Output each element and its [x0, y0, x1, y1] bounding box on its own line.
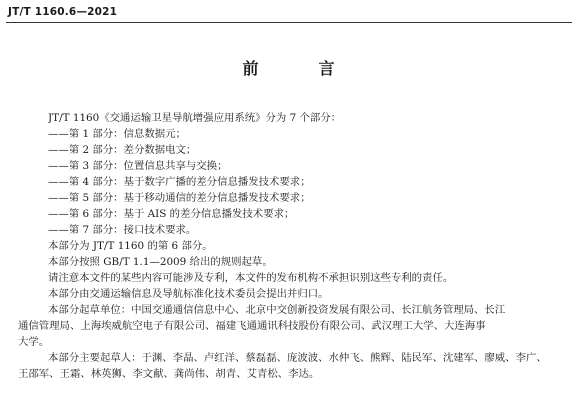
- part-item-1: ——第 1 部分：信息数据元；: [48, 128, 186, 140]
- part-item-6: ——第 6 部分：基于 AIS 的差分信息播发技术要求；: [48, 208, 295, 220]
- paragraph-patent-notice: 请注意本文件的某些内容可能涉及专利，本文件的发布机构不承担识别这些专利的责任。: [48, 272, 454, 284]
- drafters-line-2: 王邵军、王霜、林英狮、李文献、龚尚伟、胡青、艾青松、李达。: [18, 368, 320, 380]
- drafting-units-line-1: 本部分起草单位：中国交通通信信息中心、北京中交创新投资发展有限公司、长江航务管理局、长江: [48, 304, 506, 316]
- header-rule: [6, 22, 572, 23]
- paragraph-proposer: 本部分由交通运输信息及导航标准化技术委员会提出并归口。: [48, 288, 329, 300]
- drafting-units-line-2: 通信管理局、上海埃威航空电子有限公司、福建飞通通讯科技股份有限公司、武汉理工大学、大连海事: [18, 320, 486, 332]
- part-item-2: ——第 2 部分：差分数据电文；: [48, 144, 197, 156]
- paragraph-drafting-rules: 本部分按照 GB/T 1.1—2009 给出的规则起草。: [48, 256, 273, 268]
- section-heading: 前 言: [242, 59, 357, 78]
- standard-code: JT/T 1160.6—2021: [8, 6, 118, 18]
- paragraph-intro: JT/T 1160《交通运输卫星导航增强应用系统》分为 7 个部分：: [48, 112, 342, 124]
- paragraph-part-number: 本部分为 JT/T 1160 的第 6 部分。: [48, 240, 213, 252]
- drafting-units-line-3: 大学。: [18, 336, 50, 348]
- foreword-body: [18, 110, 568, 382]
- part-item-4: ——第 4 部分：基于数字广播的差分信息播发技术要求；: [48, 176, 311, 188]
- part-item-3: ——第 3 部分：位置信息共享与交换；: [48, 160, 228, 172]
- drafters-line-1: 本部分主要起草人：于渊、李晶、卢红洋、蔡磊磊、庞波波、水仲飞、熊辉、陆民军、沈建军、廖威、李广、: [48, 352, 547, 364]
- part-item-5: ——第 5 部分：基于移动通信的差分信息播发技术要求；: [48, 192, 311, 204]
- part-item-7: ——第 7 部分：接口技术要求。: [48, 224, 197, 236]
